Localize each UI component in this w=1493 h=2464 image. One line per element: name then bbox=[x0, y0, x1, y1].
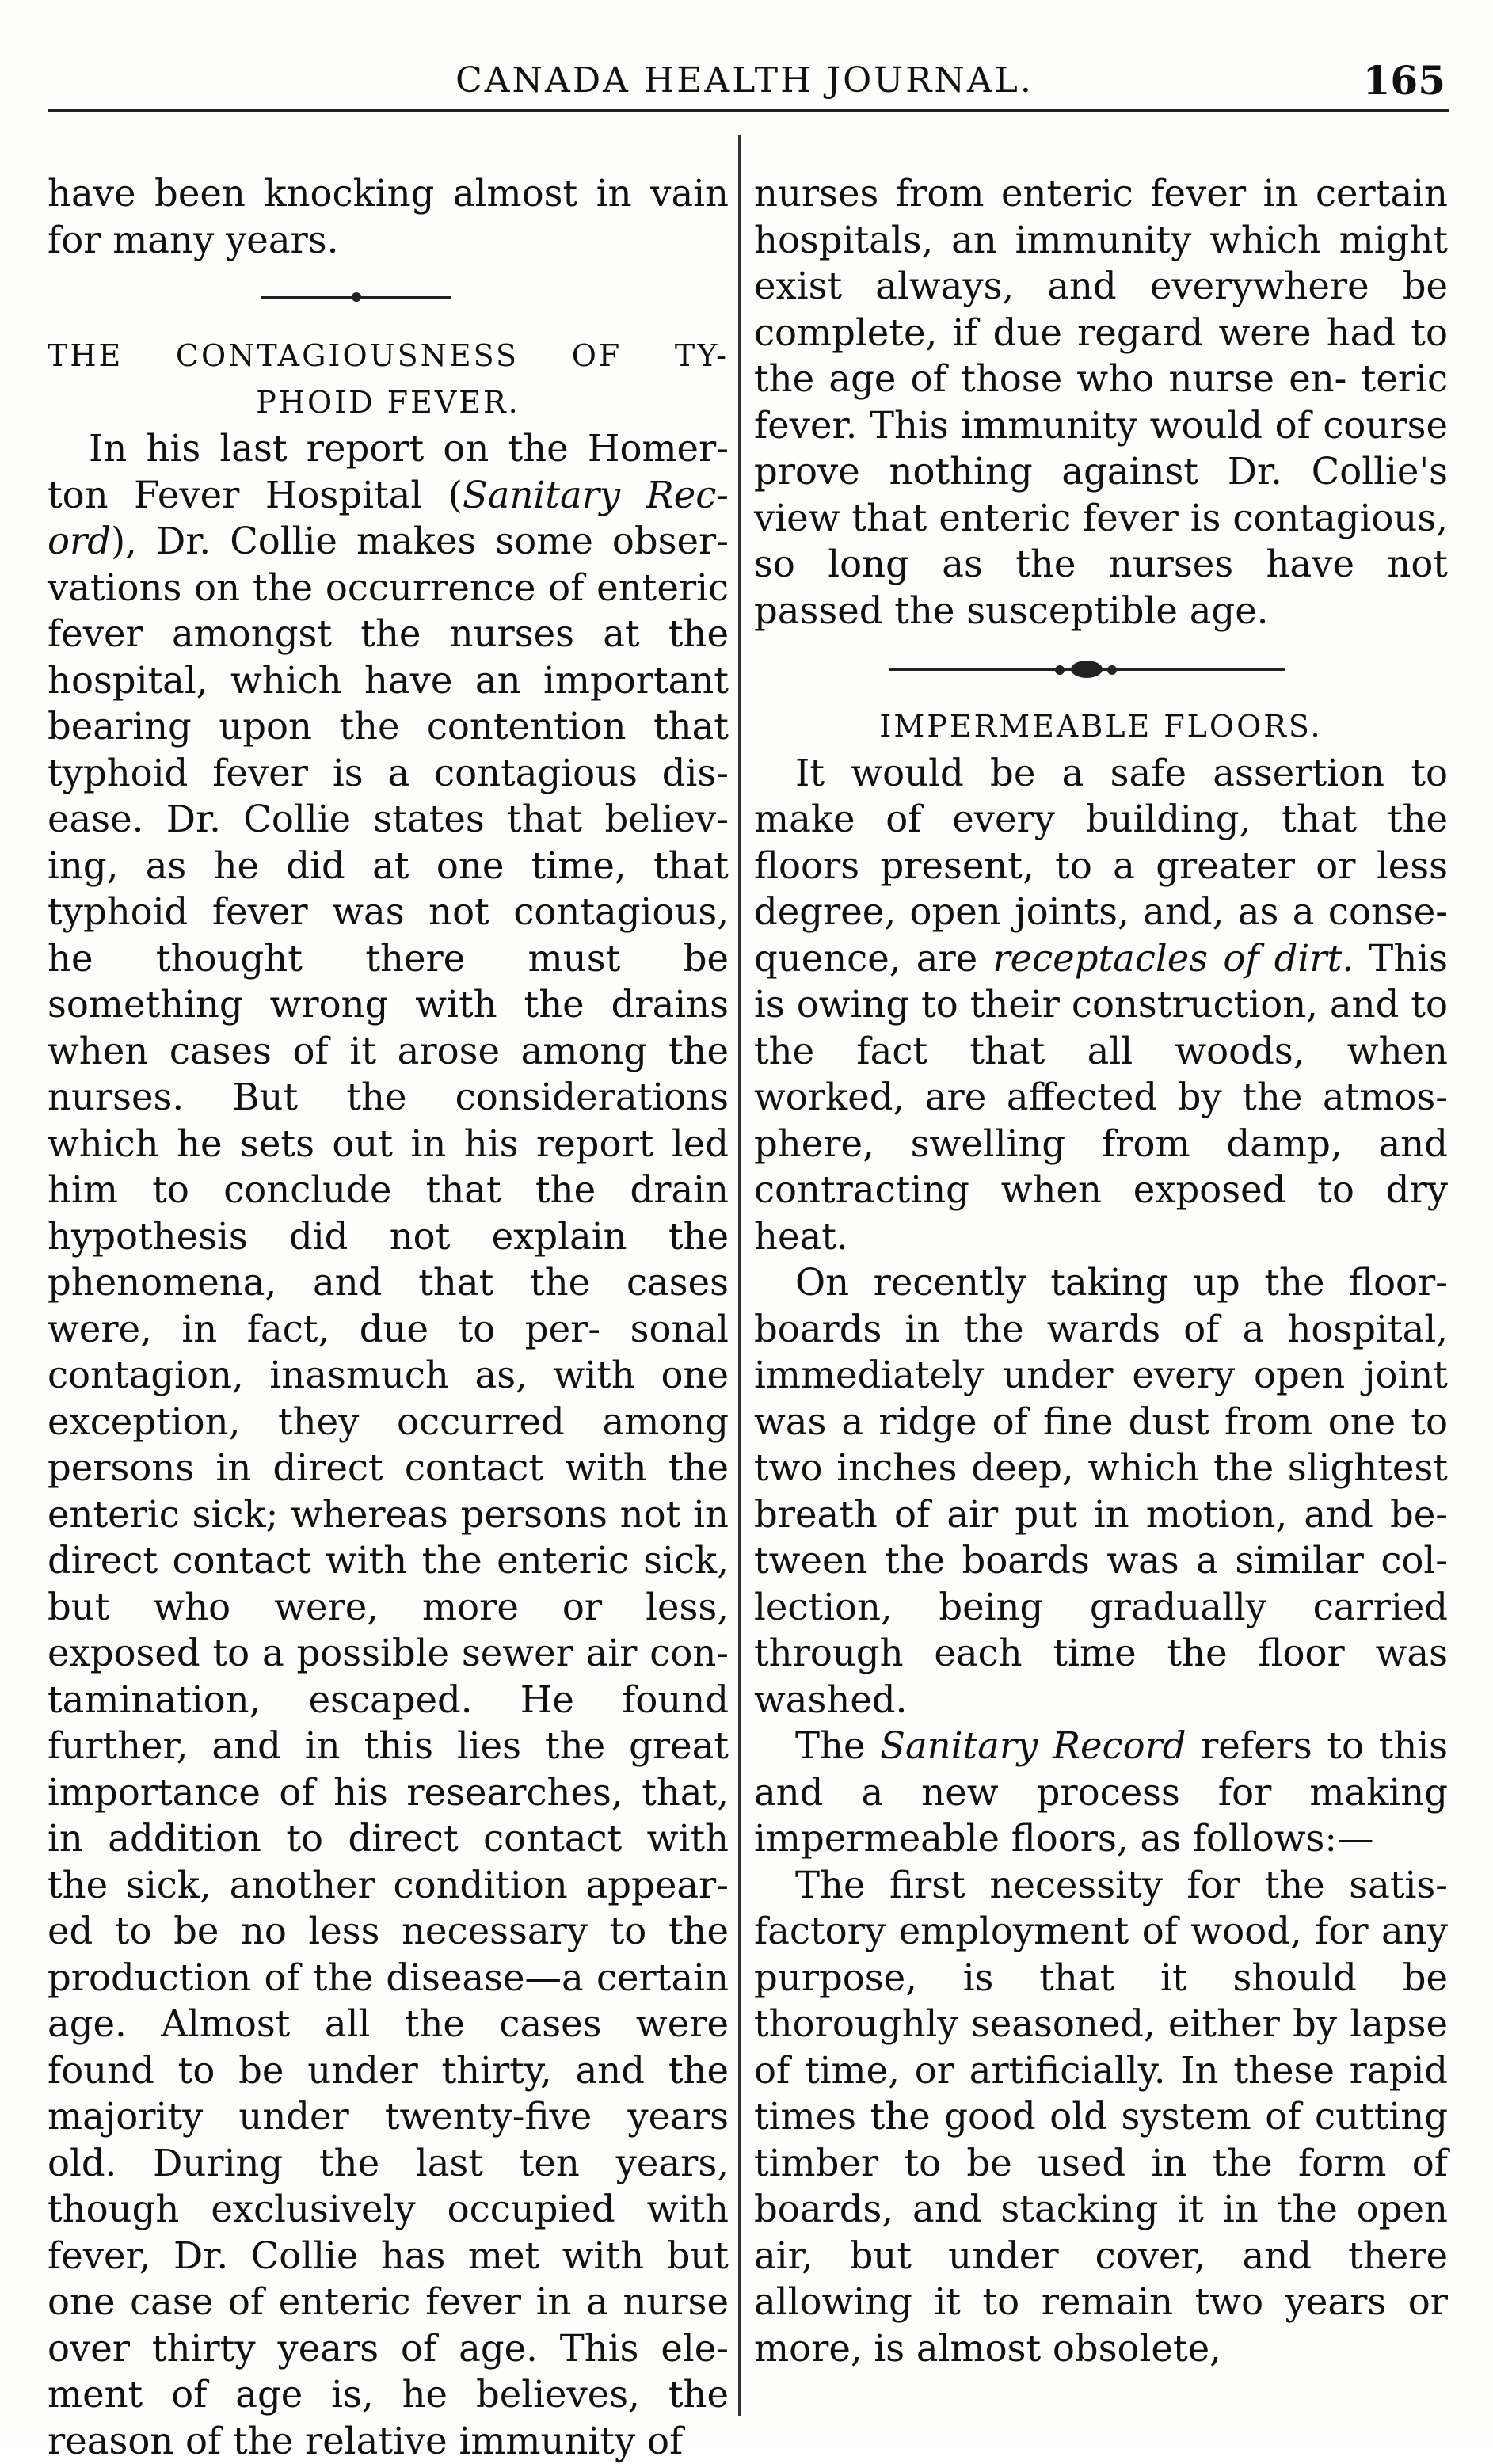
article-body-typhoid bbox=[48, 425, 729, 2464]
article-heading-typhoid: THE CONTAGIOUSNESS OF TY- PHOID FEVER. bbox=[48, 338, 729, 420]
paragraph-floors-4: The first necessity for the satis- factory employment of wood, for any purpose, is that it should be thoroughly seasoned, either by lapse of time, or artificially. In these rapid times the good old system of cutting timber to be used in the form of boards, and stacking it in the open air, but under cover, and there allowing it to remain two years or more, is almost obsolete, bbox=[754, 1863, 1448, 2370]
left-column bbox=[48, 170, 729, 2464]
body-main: ), Dr. Collie makes some obser- vations on the occurrence of enteric fever amongst the nurses at the hospital, which have an important bearing upon the contention that typhoid fever is a contagious dis- ease. Dr. Collie states that believ- ing, as he did at one time, that typhoid fever was not contagious, he thought there must be something wrong with the drains when cases of it arose among the nurses. But the considerations which he sets out in his report led him to conclude that the drain hypothesis did not explain the phenomena, and that the cases were, in fact, due to per- sonal contagion, inasmuch as, with one exception, they occurred among persons in direct contact with the enteric sick; whereas persons not in direct contact with the enteric sick, but who were, more or less, exposed to a possible sewer air con- tamination, escaped. He found further, and in this lies the great importance of his researches, that, in addition to direct contact with the sick, another condition appear- ed to be no less necessary to the production of the disease—a certain age. Almost all the cases were found to be under thirty, and the majority under twenty-five years old. During the last ten years, though exclusively occupied with fever, Dr. Collie has met with but one case of enteric fever in a nurse over thirty years of age. This ele- ment of age is, he believes, the reason of the relative immunity of bbox=[48, 520, 729, 2462]
running-head bbox=[0, 57, 1493, 112]
continued-text: have been knocking almost in vain for many years. bbox=[48, 172, 729, 261]
right-column bbox=[754, 170, 1448, 2371]
section-ornament bbox=[48, 263, 729, 333]
body-intro: In his last report on the Homer- ton Fever Hospital ( bbox=[48, 427, 729, 516]
paragraph-floors-2: On recently taking up the floor- boards in the wards of a hospital, immediately under every open joint was a ridge of fine dust from one to two inches deep, which the slightest breath of air put in motion, and be- tween the boards was a similar col- lection, being gradually carried through each time the floor was washed. bbox=[754, 1261, 1448, 1721]
continued-text: nurses from enteric fever in certain hospitals, an immunity which might exist always, and everywhere be complete, if due regard were had to the age of those who nurse en- teric fever. This immunity would of course prove nothing against Dr. Collie's view that enteric fever is contagious, so long as the nurses have not passed the susceptible age. bbox=[754, 172, 1448, 632]
column-divider bbox=[738, 135, 741, 2416]
page-number: 165 bbox=[1362, 57, 1445, 104]
paragraph-floors-3: The Sanitary Record refers to this and a new process for making impermeable floors, as follows:— bbox=[754, 1724, 1449, 1860]
source-citation: Sanitary Record bbox=[880, 1724, 1186, 1767]
article-heading-floors: IMPERMEABLE FLOORS. bbox=[879, 709, 1323, 744]
section-ornament bbox=[754, 634, 1448, 703]
journal-title: CANADA HEALTH JOURNAL. bbox=[455, 60, 1034, 101]
emphasis-text: receptacles of dirt. bbox=[992, 936, 1354, 980]
header-rule bbox=[48, 109, 1449, 112]
paragraph-floors-1: It would be a safe assertion to make of every building, that the floors present, to a greater or less degree, open joints, and, as a conse- quence, are receptacles of dirt. This is owing to their construction, and to the fact that all woods, when worked, are affected by the atmos- phere, swelling from damp, and contracting when exposed to dry heat. bbox=[754, 751, 1449, 1258]
source-citation: Sanitary Rec- ord bbox=[48, 473, 729, 562]
